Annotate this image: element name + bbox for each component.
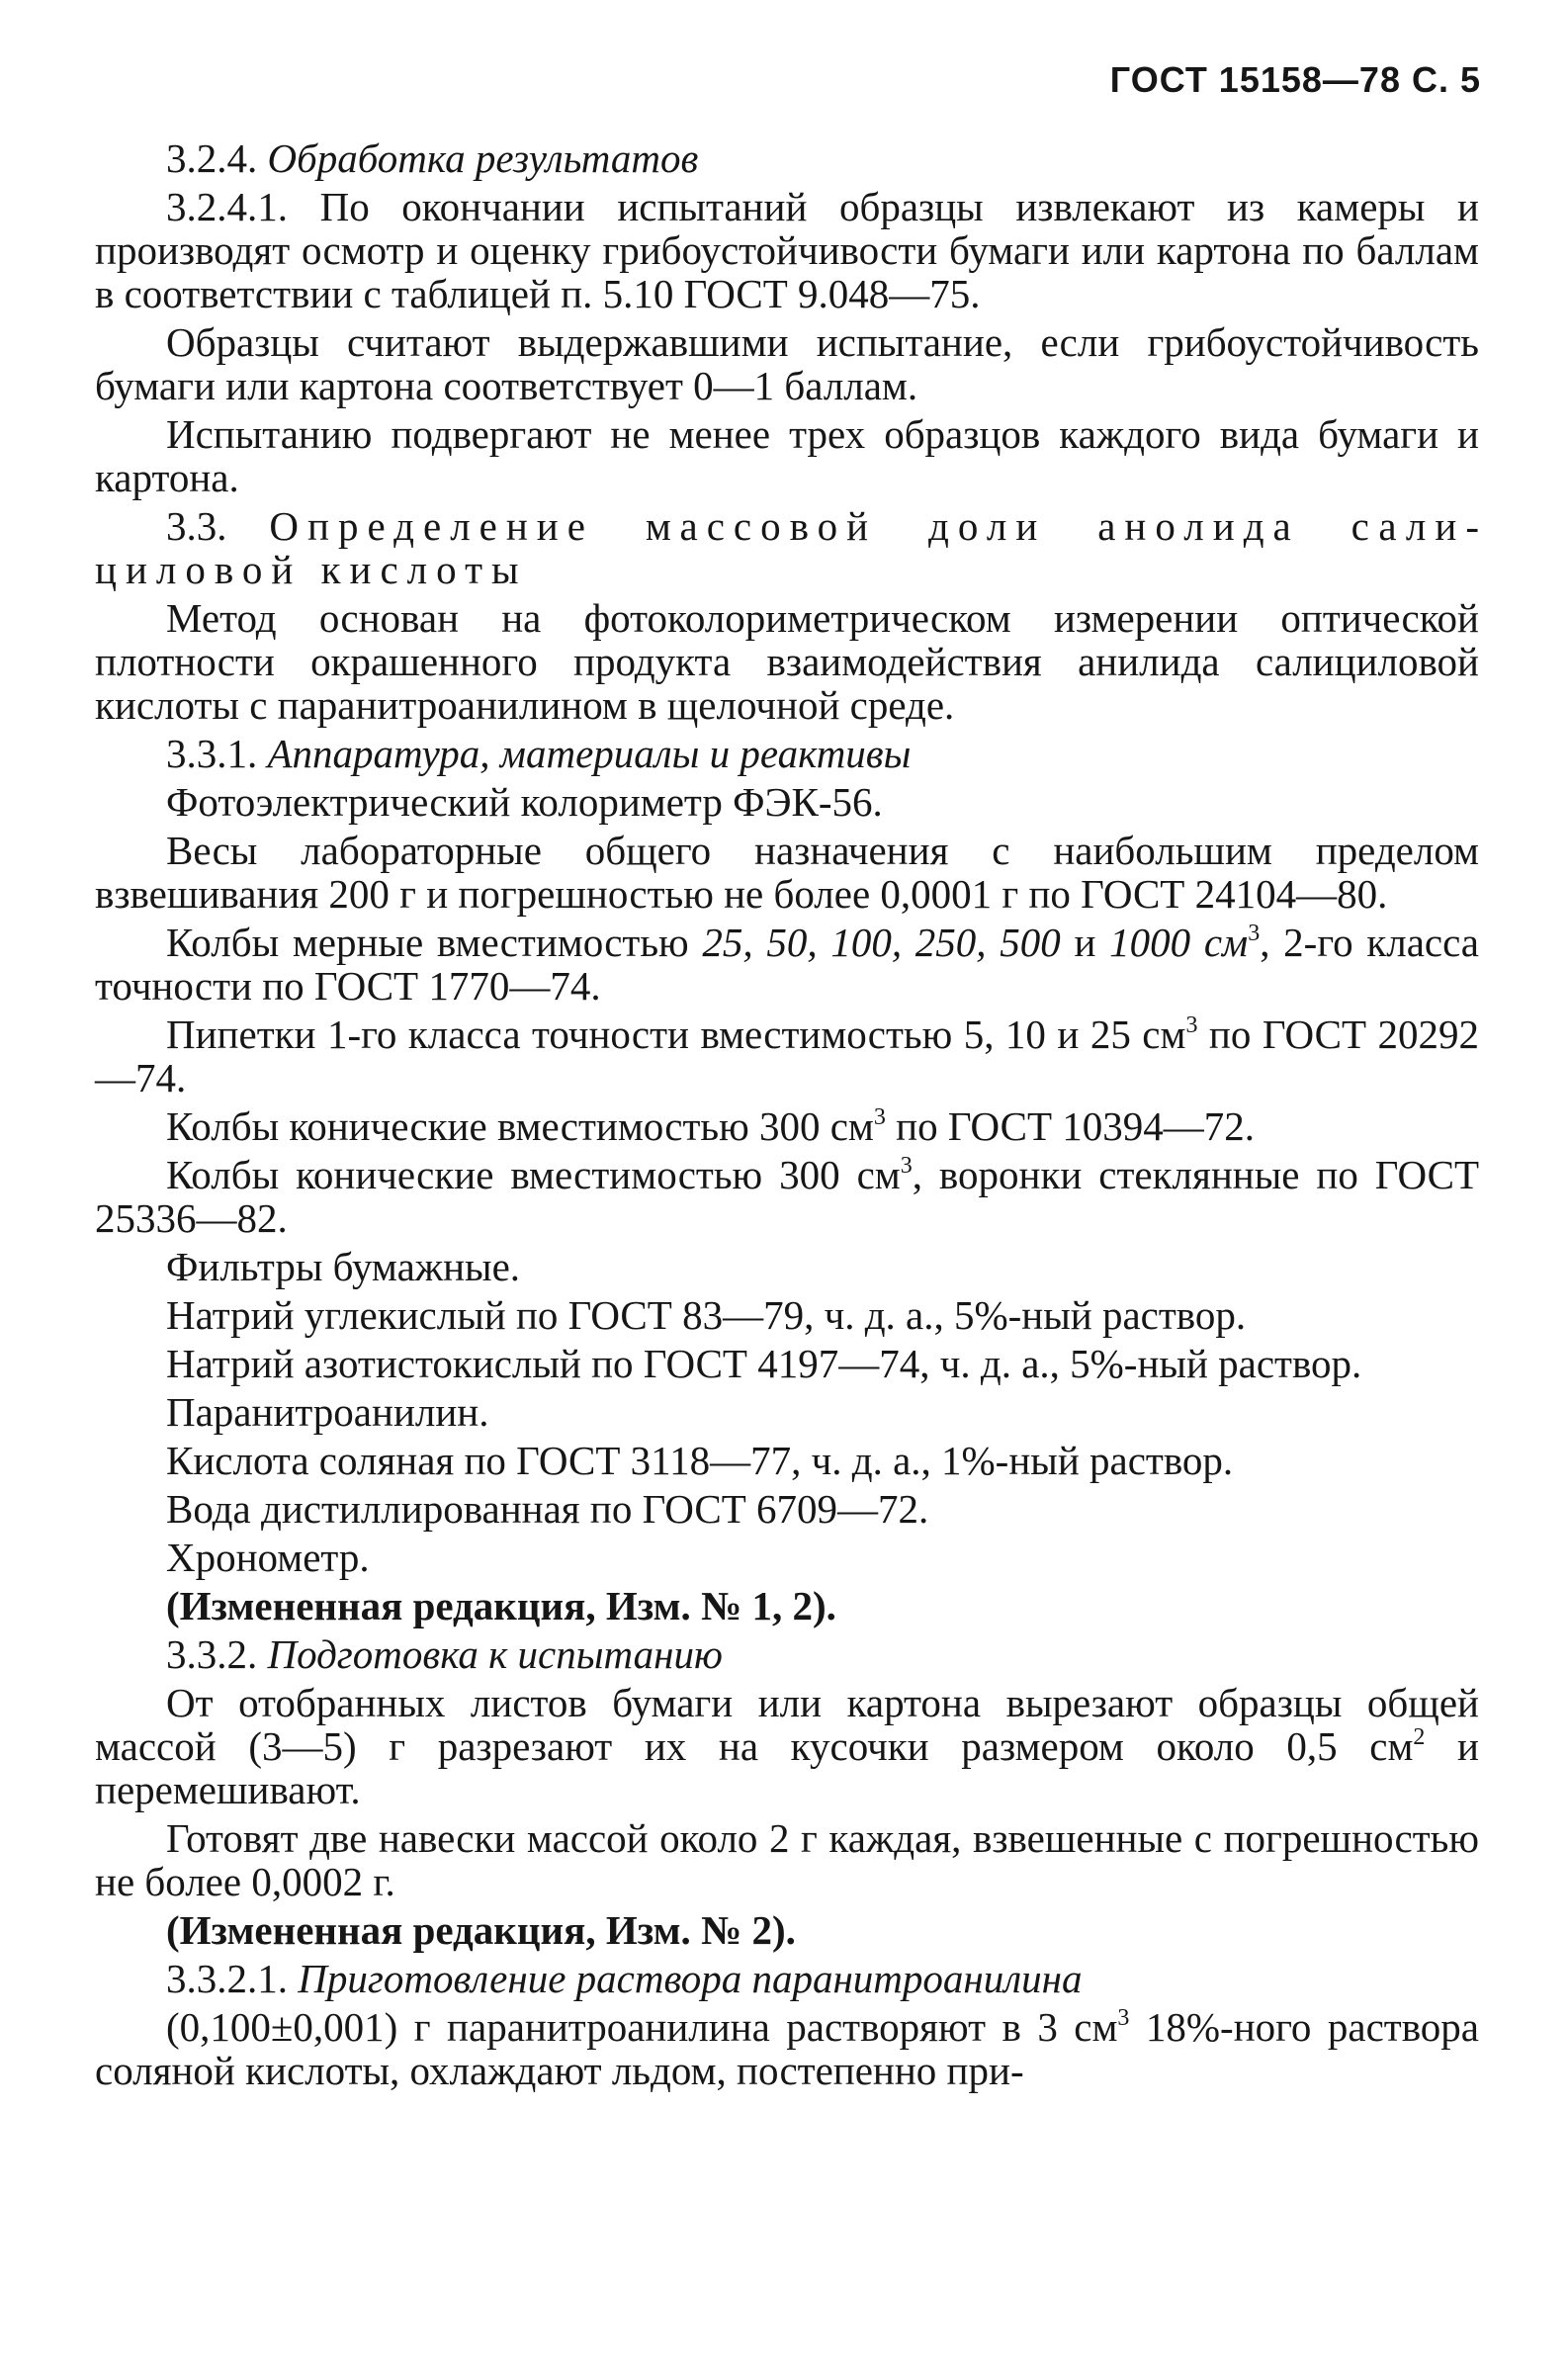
item-hydrochloric-acid: Кислота соляная по ГОСТ 3118—77, ч. д. а., 1%-ный раствор. — [166, 1438, 1234, 1483]
paragraph-3-2-4-1: 3.2.4.1. По окончании испытаний образцы извлекают из камеры и производят осмотр и оценку грибоустойчивости бумаги или картона по баллам в соответствии с таблицей п. 5.10 ГОСТ 9.048—75. — [95, 184, 1479, 316]
flasks-and: и — [1060, 920, 1110, 965]
flasks-text-end: , 2-го класса точности по ГОСТ 1770—74. — [95, 920, 1479, 1009]
item-pipettes — [95, 1012, 1479, 1099]
item-scales: Весы лабораторные общего назначения с наибольшим пределом взвешивания 200 г и погрешностью не более 0,0001 г по ГОСТ 24104—80. — [95, 828, 1479, 917]
section-title: Приготовление раствора паранитроанилина — [298, 1956, 1083, 2001]
amendment-note-1: (Измененная редакция, Изм. № 1, 2). — [166, 1583, 836, 1628]
superscript: 3 — [1248, 921, 1261, 946]
sample-prep-text: От отобранных листов бумаги или картона вырезают образцы общей массой (3—5) г разрезают их на кусочки размером около 0,5 см — [95, 1680, 1479, 1769]
section-number: 3.3.1. — [166, 731, 268, 776]
item-sodium-nitrite: Натрий азотистокислый по ГОСТ 4197—74, ч. д. а., 5%-ный раствор. — [166, 1341, 1362, 1386]
flasks-volumes: 25, 50, 100, 250, 500 — [702, 920, 1061, 965]
item-conical-flasks-1 — [95, 1104, 1479, 1148]
section-3-3-2-1-heading — [95, 1957, 1479, 2000]
section-3-2-4-heading — [95, 136, 1479, 180]
document-body — [95, 136, 1479, 2097]
section-title: Аппаратура, материалы и реактивы — [267, 731, 912, 776]
item-colorimeter: Фотоэлектрический колориметр ФЭК-56. — [166, 779, 883, 825]
item-paranitroaniline: Паранитроанилин. — [166, 1389, 489, 1435]
item-filters: Фильтры бумажные. — [166, 1244, 521, 1289]
item-distilled-water: Вода дистиллированная по ГОСТ 6709—72. — [166, 1486, 929, 1532]
section-number: 3.3. — [166, 503, 270, 549]
pipettes-text: Пипетки 1-го класса точности вместимостью 5, 10 и 25 см — [166, 1011, 1186, 1057]
paragraph-samples-held: Образцы считают выдержавшими испытание, если грибоустойчивость бумаги или картона соответствует 0—1 баллам. — [95, 319, 1479, 408]
conical-text: Колбы конические вместимостью 300 см — [166, 1152, 901, 1197]
pipettes-text-end: по ГОСТ 20292—74. — [95, 1011, 1480, 1100]
flasks-volume-max: 1000 см — [1109, 920, 1249, 965]
section-3-3-heading — [95, 504, 1479, 591]
section-number: 3.3.2.1. — [166, 1956, 299, 2001]
conical-text-end: , воронки стеклянные по ГОСТ 25336—82. — [95, 1152, 1479, 1241]
item-sodium-carbonate: Натрий углекислый по ГОСТ 83—79, ч. д. а., 5%-ный раствор. — [166, 1292, 1247, 1338]
superscript: 3 — [873, 1104, 886, 1130]
sample-prep-text-end: и перемешивают. — [95, 1723, 1479, 1812]
superscript: 3 — [1185, 1012, 1198, 1038]
conical-text-end: по ГОСТ 10394—72. — [885, 1103, 1256, 1149]
paragraph-solution-prep — [95, 2005, 1479, 2092]
page-header: ГОСТ 15158—78 С. 5 — [1109, 59, 1481, 100]
section-number: 3.3.2. — [166, 1631, 268, 1677]
paragraph-sample-prep — [95, 1681, 1479, 1811]
item-volumetric-flasks — [95, 921, 1479, 1008]
item-conical-flasks-2 — [95, 1153, 1479, 1240]
superscript: 2 — [1413, 1724, 1426, 1750]
amendment-note-2: (Измененная редакция, Изм. № 2). — [166, 1907, 796, 1953]
paragraph-method: Метод основан на фотоколориметрическом измерении оптической плотности окрашенного продукта взаимодействия анилида салициловой кислоты с паранитроанилином в щелочной среде. — [95, 595, 1479, 728]
item-chronometer: Хронометр. — [166, 1535, 370, 1580]
section-3-3-1-heading — [95, 732, 1479, 775]
section-title: Подготовка к испытанию — [267, 1631, 723, 1677]
superscript: 3 — [900, 1153, 913, 1179]
section-title: Обработка результатов — [267, 135, 699, 181]
solution-prep-text-end: 18%-ного раствора соляной кислоты, охлаждают льдом, постепенно при- — [95, 2004, 1479, 2093]
flasks-text: Колбы мерные вместимостью — [166, 920, 703, 965]
section-title: Определение массовой доли анолида салициловой кислоты — [95, 503, 1479, 592]
paragraph-three-samples: Испытанию подвергают не менее трех образцов каждого вида бумаги и картона. — [95, 411, 1479, 500]
solution-prep-text: (0,100±0,001) г паранитроанилина растворяют в 3 см — [166, 2004, 1118, 2050]
superscript: 3 — [1117, 2005, 1130, 2031]
section-3-3-2-heading — [95, 1632, 1479, 1676]
paragraph-weighings: Готовят две навески массой около 2 г каждая, взвешенные с погрешностью не более 0,0002 г. — [95, 1815, 1479, 1904]
section-number: 3.2.4. — [166, 135, 268, 181]
conical-text: Колбы конические вместимостью 300 см — [166, 1103, 874, 1149]
